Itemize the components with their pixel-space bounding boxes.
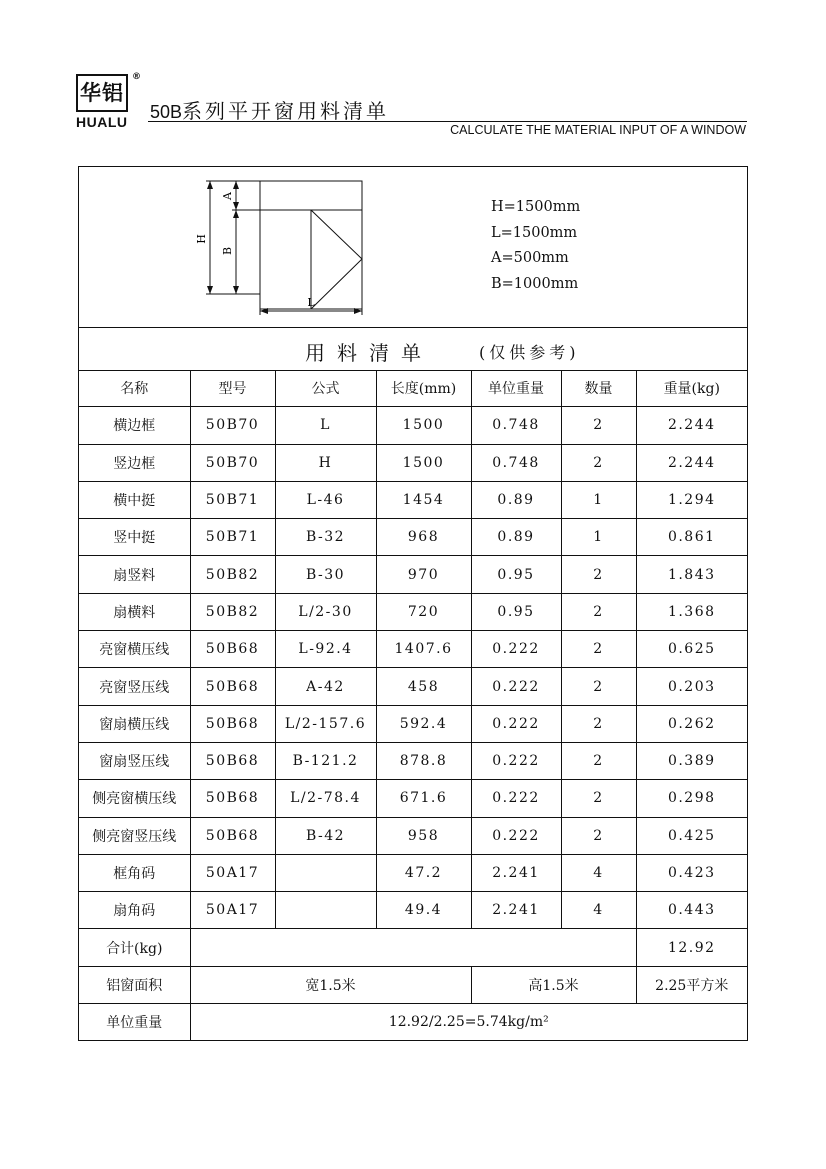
dim-b: B=1000mm [491,275,579,292]
logo-box [76,74,128,112]
quantity-cell: 1 [561,519,636,556]
length-mm-cell: 1500 [376,444,471,481]
total-spacer [190,929,636,966]
table-row [79,892,747,929]
registered-mark: ® [132,72,141,82]
formula-cell: L/2-30 [275,593,376,630]
length-mm-cell: 720 [376,593,471,630]
b-arrow-top [233,210,239,218]
part-name-cell: 竖边框 [79,444,190,481]
length-mm-cell: 47.2 [376,854,471,891]
dimension-values [491,195,580,297]
quantity-cell: 2 [561,705,636,742]
column-header: 数量 [561,370,636,407]
dim-l: L=1500mm [491,224,578,241]
formula-cell: L-92.4 [275,631,376,668]
length-mm-cell: 458 [376,668,471,705]
table-row [79,742,747,779]
profile-model-cell: 50B82 [190,593,275,630]
title-text: 系列平开窗用料清单 [182,99,390,123]
table-header-row [79,370,747,407]
formula-cell: A-42 [275,668,376,705]
unit-weight-cell: 0.748 [471,444,561,481]
profile-model-cell: 50B71 [190,481,275,518]
quantity-cell: 2 [561,407,636,444]
column-header: 重量(kg) [636,370,747,407]
area-height: 高1.5米 [471,966,636,1003]
formula-cell: L-46 [275,481,376,518]
part-name-cell: 亮窗竖压线 [79,668,190,705]
profile-model-cell: 50A17 [190,892,275,929]
column-header: 型号 [190,370,275,407]
h-arrow-top [207,181,213,189]
unit-weight-label: 单位重量 [79,1004,190,1041]
table-row [79,407,747,444]
formula-cell: B-30 [275,556,376,593]
area-width: 宽1.5米 [190,966,471,1003]
unit-weight-cell: 0.89 [471,519,561,556]
weight-kg-cell: 0.423 [636,854,747,891]
label-b: B [221,246,234,256]
unit-weight-row [79,1004,747,1041]
label-a: A [221,192,234,200]
area-value: 2.25平方米 [636,966,747,1003]
length-mm-cell: 1407.6 [376,631,471,668]
dim-a: A=500mm [491,250,569,266]
unit-weight-cell: 0.222 [471,780,561,817]
quantity-cell: 2 [561,444,636,481]
weight-kg-cell: 0.262 [636,705,747,742]
b-arrow-bottom [233,286,239,294]
quantity-cell: 2 [561,631,636,668]
window-diagram-area [79,167,747,328]
profile-model-cell: 50B68 [190,780,275,817]
column-header: 公式 [275,370,376,407]
hualu-logo [76,72,141,130]
quantity-cell: 2 [561,668,636,705]
part-name-cell: 扇竖料 [79,556,190,593]
part-name-cell: 窗扇横压线 [79,705,190,742]
weight-kg-cell: 0.203 [636,668,747,705]
column-header: 长度(mm) [376,370,471,407]
formula-cell: B-121.2 [275,742,376,779]
table-row [79,668,747,705]
part-name-cell: 竖中挺 [79,519,190,556]
profile-model-cell: 50B70 [190,444,275,481]
weight-kg-cell: 0.389 [636,742,747,779]
profile-model-cell: 50A17 [190,854,275,891]
unit-weight-cell: 0.89 [471,481,561,518]
quantity-cell: 2 [561,817,636,854]
window-diagram [79,167,747,327]
length-mm-cell: 958 [376,817,471,854]
table-row [79,519,747,556]
logo-english-text: HUALU [76,114,128,130]
weight-kg-cell: 1.294 [636,481,747,518]
weight-kg-cell: 0.625 [636,631,747,668]
title-prefix: 50B [150,102,183,122]
profile-model-cell: 50B82 [190,556,275,593]
h-arrow-bottom [207,286,213,294]
unit-weight-cell: 0.222 [471,817,561,854]
profile-model-cell: 50B68 [190,668,275,705]
document-subtitle: CALCULATE THE MATERIAL INPUT OF A WINDOW [450,123,746,137]
formula-cell: H [275,444,376,481]
table-row [79,780,747,817]
quantity-cell: 4 [561,892,636,929]
formula-cell: L/2-157.6 [275,705,376,742]
profile-model-cell: 50B68 [190,817,275,854]
table-row [79,556,747,593]
weight-kg-cell: 0.425 [636,817,747,854]
table-row [79,631,747,668]
length-mm-cell: 1454 [376,481,471,518]
material-table [79,370,747,1040]
table-row [79,817,747,854]
formula-cell: L [275,407,376,444]
formula-cell: B-32 [275,519,376,556]
part-name-cell: 扇角码 [79,892,190,929]
weight-kg-cell: 1.843 [636,556,747,593]
unit-weight-cell: 0.95 [471,556,561,593]
a-arrow-bottom [233,202,239,210]
header-rule [148,121,747,122]
part-name-cell: 横中挺 [79,481,190,518]
formula-cell [275,892,376,929]
total-row [79,929,747,966]
quantity-cell: 2 [561,742,636,779]
column-header: 名称 [79,370,190,407]
unit-weight-cell: 0.222 [471,631,561,668]
material-sheet-frame [78,166,748,1041]
part-name-cell: 扇横料 [79,593,190,630]
unit-weight-value: 12.92/2.25=5.74kg/m² [190,1004,747,1041]
area-row [79,966,747,1003]
total-label: 合计(kg) [79,929,190,966]
quantity-cell: 4 [561,854,636,891]
length-mm-cell: 968 [376,519,471,556]
column-header: 单位重量 [471,370,561,407]
profile-model-cell: 50B70 [190,407,275,444]
area-label: 铝窗面积 [79,966,190,1003]
a-arrow-top [233,181,239,189]
part-name-cell: 侧亮窗横压线 [79,780,190,817]
length-mm-cell: 878.8 [376,742,471,779]
dim-h: H=1500mm [491,199,581,215]
profile-model-cell: 50B68 [190,742,275,779]
list-title: 用料清单 [305,341,433,365]
part-name-cell: 窗扇竖压线 [79,742,190,779]
length-mm-cell: 671.6 [376,780,471,817]
weight-kg-cell: 2.244 [636,444,747,481]
length-mm-cell: 970 [376,556,471,593]
document-title [150,95,389,124]
unit-weight-cell: 0.222 [471,668,561,705]
weight-kg-cell: 2.244 [636,407,747,444]
label-l: L [307,296,315,309]
quantity-cell: 2 [561,556,636,593]
part-name-cell: 横边框 [79,407,190,444]
formula-cell: B-42 [275,817,376,854]
label-h: H [195,234,208,244]
table-row [79,593,747,630]
weight-kg-cell: 1.368 [636,593,747,630]
quantity-cell: 2 [561,593,636,630]
table-row [79,854,747,891]
opening-triangle [311,210,362,309]
part-name-cell: 亮窗横压线 [79,631,190,668]
list-note: (仅供参考) [479,343,580,362]
length-mm-cell: 49.4 [376,892,471,929]
unit-weight-cell: 2.241 [471,854,561,891]
length-mm-cell: 592.4 [376,705,471,742]
quantity-cell: 2 [561,780,636,817]
material-list-heading [79,327,747,371]
table-row [79,481,747,518]
part-name-cell: 侧亮窗竖压线 [79,817,190,854]
unit-weight-cell: 2.241 [471,892,561,929]
weight-kg-cell: 0.443 [636,892,747,929]
unit-weight-cell: 0.748 [471,407,561,444]
formula-cell [275,854,376,891]
table-row [79,705,747,742]
weight-kg-cell: 0.298 [636,780,747,817]
length-mm-cell: 1500 [376,407,471,444]
unit-weight-cell: 0.222 [471,742,561,779]
table-row [79,444,747,481]
total-value: 12.92 [636,929,747,966]
weight-kg-cell: 0.861 [636,519,747,556]
profile-model-cell: 50B68 [190,631,275,668]
profile-model-cell: 50B68 [190,705,275,742]
profile-model-cell: 50B71 [190,519,275,556]
formula-cell: L/2-78.4 [275,780,376,817]
unit-weight-cell: 0.222 [471,705,561,742]
unit-weight-cell: 0.95 [471,593,561,630]
logo-chinese-text: 华铝 [80,81,124,105]
quantity-cell: 1 [561,481,636,518]
part-name-cell: 框角码 [79,854,190,891]
